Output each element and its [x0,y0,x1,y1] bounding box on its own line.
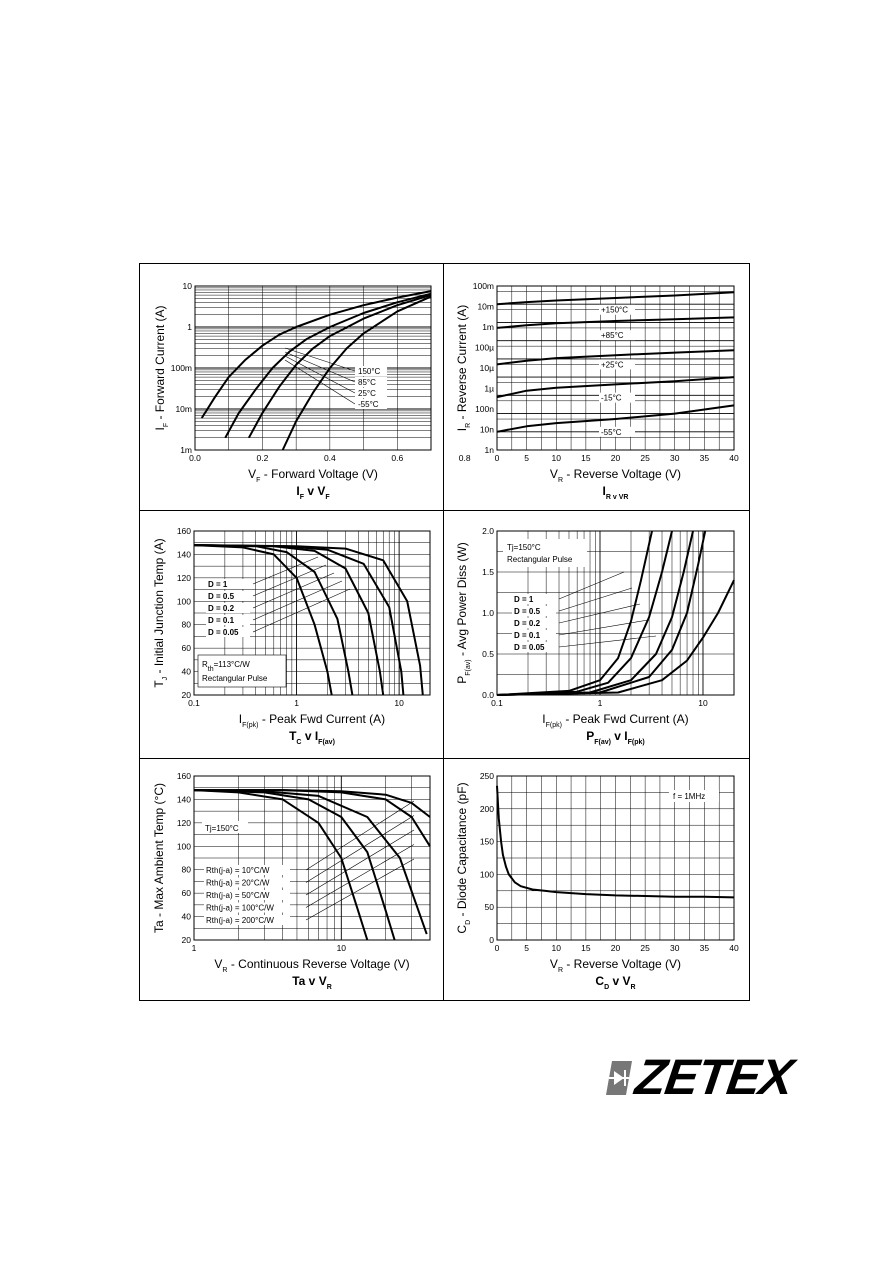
y-tick-label: 100n [475,404,494,414]
y-tick-label: 120 [176,817,191,828]
x-tick-label: 20 [610,453,621,463]
x-tick-label: 0 [494,943,500,953]
legend-leader [253,573,334,608]
legend-label: D = 0.1 [208,616,235,625]
chart-caption: $I_F$ v $V_F$ [296,484,330,501]
y-tick-label: 1.0 [482,608,494,618]
x-axis-label: $V_R$ - Reverse Voltage (V) [549,957,682,974]
y-tick-label: 200 [479,803,494,814]
y-tick-label: 100 [479,869,494,880]
diode-emblem-icon [606,1061,632,1095]
legend-label: -55°C [358,400,379,409]
y-tick-label: 1 [187,322,192,332]
x-axis-label: $V_F$ - Forward Voltage (V) [248,467,378,484]
legend-leader [285,360,355,404]
legend-label: 150°C [358,367,381,376]
x-tick-label: 15 [581,453,591,463]
x-tick-label: 1 [191,943,197,953]
legend-label: D = 0.05 [514,643,545,652]
note-pulse: Rectangular Pulse [507,555,573,564]
x-tick-label: 5 [524,453,529,463]
x-tick-label: 25 [640,453,650,463]
y-axis-label: $C_D$ - Diode Capacitance (pF) [455,782,472,934]
y-tick-label: 1n [484,445,494,455]
legend-leader [253,589,350,632]
y-tick-label: 0.0 [482,690,494,700]
x-tick-label: 10 [336,943,347,953]
series-line-3 [249,295,431,438]
y-tick-label: 10m [477,301,494,312]
x-tick-label: 10 [394,698,404,708]
x-tick-label: 5 [524,943,529,953]
y-tick-label: 120 [176,572,191,583]
legend-label: Rth(j-a) = 10°C/W [206,866,270,875]
legend [669,790,719,802]
note-pulse: Rectangular Pulse [202,674,268,683]
legend-leader [559,620,648,635]
y-tick-label: 0 [489,935,494,945]
x-axis-label: $I_{F(pk)}$ - Peak Fwd Current (A) [238,712,386,729]
chart-3 [140,511,443,758]
x-tick-label: 25 [640,943,650,953]
x-tick-label: 10 [551,453,561,463]
logo-wordmark: ZETEX [632,1049,797,1105]
legend-label: 85°C [358,378,376,387]
legend-label: +85°C [601,331,624,341]
y-axis-label: $P_{F(av)}$ - Avg Power Diss (W) [455,542,472,684]
legend-label: D = 0.05 [208,628,239,637]
y-tick-label: 1m [482,322,494,332]
x-tick-label: 0.0 [189,453,201,463]
y-tick-label: 140 [176,549,191,560]
legend [202,801,414,925]
legend-leader [559,636,656,647]
x-tick-label: 0.6 [391,453,404,463]
legend-label: D = 0.2 [208,604,235,613]
legend-label: -55°C [601,427,622,437]
chart-6 [444,759,750,1001]
y-tick-label: 250 [479,771,494,781]
legend-label: -15°C [601,393,622,403]
legend-leader [306,816,414,883]
chart-5 [140,759,443,1001]
chart-caption: $C_D$ v $V_R$ [595,974,636,991]
legend-label: D = 1 [514,595,534,604]
chart-caption: $P_{F(av)}$ v $I_{F(pk)}$ [586,729,645,746]
x-axis-label: $V_R$ - Continuous Reverse Voltage (V) [214,957,410,974]
chart-caption: Ta v $V_R$ [292,974,332,991]
y-axis-label: $I_F$ - Forward Current (A) [153,305,170,431]
x-tick-label: 35 [699,943,710,953]
y-tick-label: 80 [181,864,191,875]
y-tick-label: 60 [181,643,191,654]
chart-2 [444,264,750,510]
note-tj: Tj=150°C [507,543,541,552]
y-tick-label: 150 [479,836,494,847]
y-tick-label: 10m [175,404,192,414]
legend-label: D = 0.5 [514,607,541,616]
y-tick-label: 100 [176,596,191,607]
y-tick-label: 10n [479,424,494,435]
y-tick-label: 20 [181,935,191,945]
y-tick-label: 1.5 [482,567,494,577]
note-frequency: f = 1MHz [673,792,706,801]
legend-leader [306,859,414,920]
x-axis-label: $I_{F(pk)}$ - Peak Fwd Current (A) [542,712,689,729]
x-tick-label: 0.2 [256,453,269,463]
x-tick-label: 10 [551,943,561,953]
y-axis-label: $T_J$ - Initial Junction Temp (A) [152,538,169,688]
legend-label: +150°C [601,305,628,315]
x-tick-label: 0.8 [458,453,471,463]
y-axis-label: $I_R$ - Reverse Current (A) [455,304,472,432]
legend-leader [306,830,414,895]
x-tick-label: 0.1 [491,698,503,708]
y-tick-label: 160 [176,771,191,781]
legend-leader [253,557,318,584]
chart-caption: $T_C$ v $I_{F(av)}$ [289,729,335,746]
x-axis-label: $V_R$ - Reverse Voltage (V) [549,467,682,484]
y-tick-label: 40 [181,911,191,922]
legend-label: D = 0.5 [208,592,235,601]
legend-leader [306,845,414,908]
y-tick-label: 2.0 [482,526,494,536]
chart-4 [444,511,750,758]
x-tick-label: 20 [610,943,621,953]
y-tick-label: 1m [180,445,192,455]
y-tick-label: 140 [176,794,191,805]
y-tick-label: 100µ [474,342,494,353]
grid [195,286,431,450]
x-tick-label: 1 [597,698,603,708]
x-tick-label: 30 [670,453,680,463]
legend [285,348,387,409]
y-axis-label: Ta - Max Ambient Temp (°C) [152,783,166,933]
y-tick-label: 100m [472,281,494,291]
legend [503,539,656,652]
y-tick-label: 100m [170,363,192,373]
x-tick-label: 40 [729,453,739,463]
x-tick-label: 0 [494,453,500,463]
y-tick-label: 60 [181,888,191,899]
y-tick-label: 160 [176,526,191,536]
legend-label: D = 0.1 [514,631,541,640]
legend-label: D = 1 [208,580,228,589]
zetex-logo [606,1049,797,1105]
legend-label: D = 0.2 [514,619,541,628]
legend-label: Rth(j-a) = 20°C/W [206,878,270,888]
legend-leader [559,604,640,623]
x-tick-label: 40 [729,943,739,953]
x-tick-label: 30 [670,943,680,953]
x-tick-label: 1 [294,698,299,708]
legend-label: Rth(j-a) = 50°C/W [206,891,270,900]
y-tick-label: 20 [181,690,191,700]
chart-caption: $I_{R v VR}$ [602,484,629,501]
x-tick-label: 15 [581,943,591,953]
y-tick-label: 1µ [484,383,494,394]
y-tick-label: 0.5 [482,649,494,659]
legend-label: +25°C [601,360,624,370]
note-tj: Tj=150°C [205,824,239,833]
y-tick-label: 40 [181,666,191,677]
x-tick-label: 10 [698,698,708,708]
y-tick-label: 10µ [479,363,494,373]
y-tick-label: 100 [176,841,191,852]
x-tick-label: 0.4 [323,453,336,463]
x-tick-label: 35 [699,453,710,463]
y-tick-label: 10 [182,281,192,291]
legend-label: 25°C [358,389,376,398]
x-tick-label: 0.1 [188,698,200,708]
series-line-1 [202,291,431,418]
legend-label: Rth(j-a) = 100°C/W [206,903,274,913]
note-rth: $R_{th}=113^\circ C/W$ [202,660,250,673]
y-tick-label: 50 [484,902,494,913]
y-tick-label: 80 [181,619,191,630]
legend-label: Rth(j-a) = 200°C/W [206,916,274,925]
series-line-1 [194,790,430,817]
